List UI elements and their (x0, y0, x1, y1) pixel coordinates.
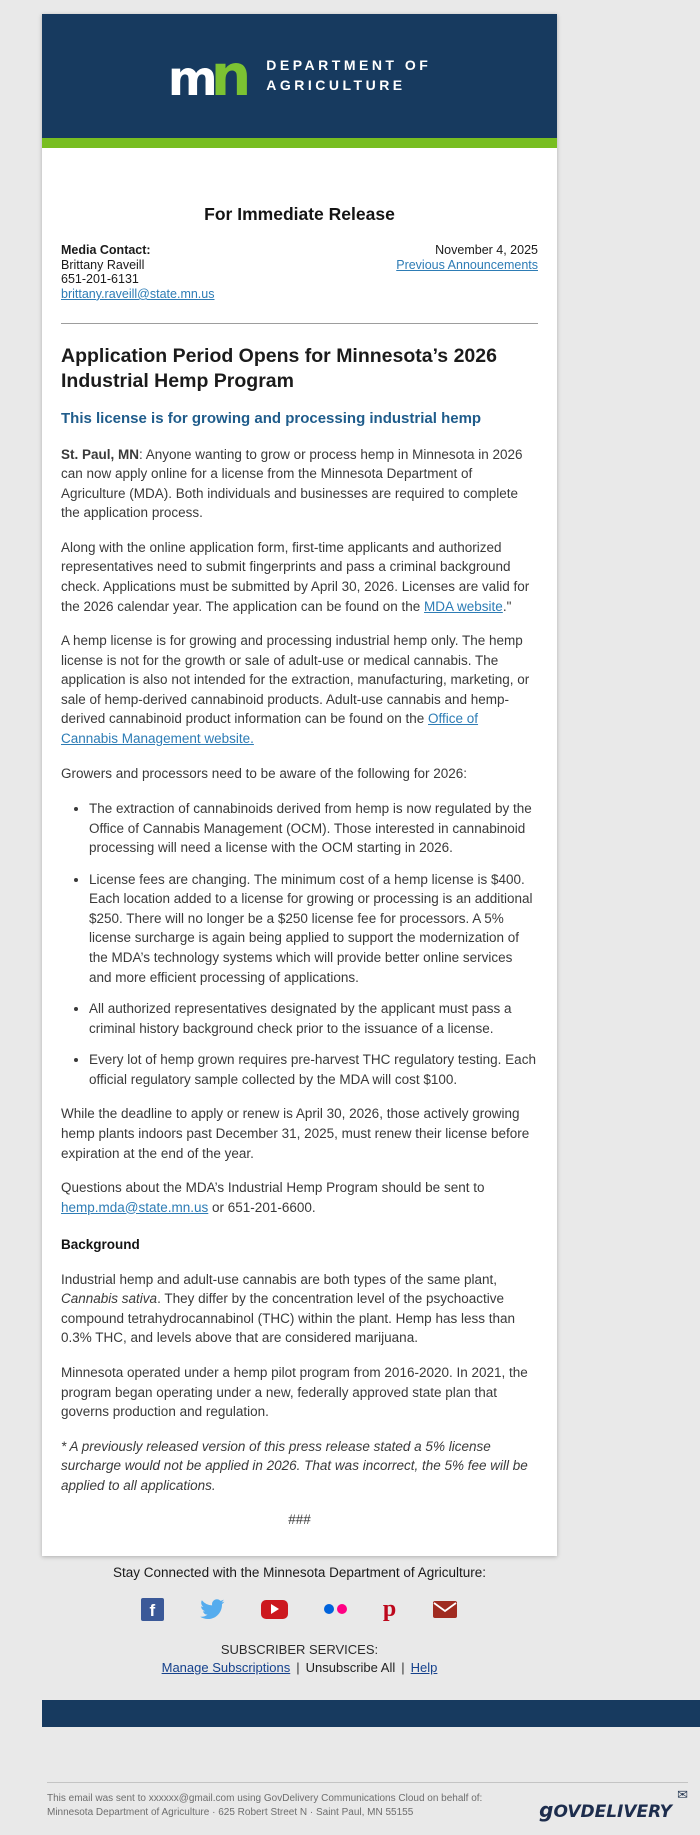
flickr-blue-dot (324, 1604, 334, 1614)
inline-link[interactable]: MDA website (424, 598, 503, 614)
media-contact-block (61, 243, 215, 301)
department-line1: DEPARTMENT OF (266, 57, 432, 74)
govdelivery-wordmark: OVDELIVERY (553, 1802, 672, 1822)
pinterest-icon[interactable]: p (382, 1596, 397, 1622)
govdelivery-g: g (539, 1798, 554, 1822)
mn-logo-n: n (210, 42, 252, 109)
flickr-icon[interactable] (324, 1604, 347, 1614)
govdelivery-logo (539, 1788, 688, 1822)
text-segment: Minnesota operated under a hemp pilot program from 2016-2020. In 2021, the program began operating under a new, federally approved state plan that governs production and regulation. (61, 1365, 528, 1420)
media-contact-label: Media Contact: (61, 243, 151, 258)
manage-subscriptions-link[interactable]: Manage Subscriptions (161, 1660, 291, 1675)
mn-logo-m: m (167, 50, 216, 107)
text-segment: . They differ by the concentration level of the psychoactive compound tetrahydrocannabinol (THC) within the plant. Hemp has less than 0.3% THC, and levels above that are considered marijuana. (61, 1291, 515, 1346)
list-item: • License fees are changing. The minimum cost of a hemp license is $400. Each location added to a license for growing or processing is an additional $250. There will no longer be a $250 license fee for processors. A 5% license surcharge is again being applied to support the modernization of the MDA’s technology systems which will provide better online services and more efficient processing of applications. (89, 870, 538, 987)
contact-row (61, 243, 538, 301)
green-accent-bar (42, 138, 557, 148)
youtube-icon[interactable] (261, 1600, 288, 1619)
end-mark: ### (288, 1512, 311, 1528)
contact-name: Brittany Raveill (61, 257, 145, 272)
paragraph-background-1 (61, 1270, 538, 1348)
mda-header-banner (42, 14, 557, 138)
text-segment: Growers and processors need to be aware of the following for 2026: (61, 765, 467, 781)
text-segment: Questions about the MDA’s Industrial Hemp Program should be sent to (61, 1180, 485, 1196)
mn-logo (167, 42, 252, 109)
paragraph-deadline (61, 1104, 538, 1163)
article-title: Application Period Opens for Minnesota’s 2026 Industrial Hemp Program (61, 345, 497, 393)
subscriber-links-row (42, 1660, 557, 1675)
list-item: • Every lot of hemp grown requires pre-harvest THC regulatory testing. Each official regulatory sample collected by the MDA will cost $100. (89, 1050, 538, 1089)
text-segment: Industrial hemp and adult-use cannabis are both types of the same plant, (61, 1271, 498, 1287)
press-release-content (42, 148, 557, 1556)
paragraph-questions (61, 1178, 538, 1217)
twitter-icon[interactable] (200, 1599, 225, 1620)
list-item: • The extraction of cannabinoids derived from hemp is now regulated by the Office of Cannabis Management (OCM). Those interested in cannabinoid processing will need a license with the OCM starting in 2026. (89, 799, 538, 858)
paragraph-license-scope (61, 631, 538, 748)
text-segment: or 651-201-6600. (208, 1199, 316, 1215)
email-body-column (42, 14, 557, 1556)
subscriber-services-label: SUBSCRIBER SERVICES: (220, 1642, 379, 1657)
text-segment: * A previously released version of this press release stated a 5% license surcharge would not be applied in 2026. That was incorrect, the 5% fee will be applied to all applications. (61, 1438, 528, 1493)
requirements-list (61, 799, 538, 1089)
contact-email-link[interactable]: brittany.raveill@state.mn.us (61, 286, 215, 301)
paragraph-aware (61, 764, 538, 784)
department-wordmark (266, 56, 431, 95)
envelope-icon: ✉ (677, 1788, 688, 1803)
flickr-pink-dot (337, 1604, 347, 1614)
inline-link[interactable]: Office of Cannabis Management website. (61, 711, 479, 746)
text-segment: : Anyone wanting to grow or process hemp in Minnesota in 2026 can now apply online for a license from the Minnesota Department of Agriculture (MDA). Both individuals and businesses are required to complete the application process. (61, 446, 523, 521)
inline-link[interactable]: hemp.mda@state.mn.us (61, 1199, 209, 1215)
fineprint-rule (47, 1782, 688, 1783)
help-link[interactable]: Help (410, 1660, 438, 1675)
unsubscribe-all-link[interactable]: Unsubscribe All (305, 1660, 396, 1675)
paragraph-correction-note (61, 1437, 538, 1496)
paragraph-application (61, 538, 538, 616)
department-line2: AGRICULTURE (266, 77, 406, 93)
paragraph-background-2 (61, 1363, 538, 1422)
divider-rule (61, 323, 538, 324)
date-block (396, 243, 538, 301)
stay-connected-text: Stay Connected with the Minnesota Department of Agriculture: (113, 1565, 486, 1580)
social-icons-row (42, 1596, 557, 1622)
navy-footer-band (42, 1700, 700, 1727)
for-immediate-release-heading: For Immediate Release (204, 204, 395, 224)
paragraph-intro (61, 445, 538, 523)
article-subtitle: This license is for growing and processing industrial hemp (61, 409, 482, 427)
text-segment: Cannabis sativa (61, 1291, 158, 1307)
previous-announcements-link[interactable]: Previous Announcements (396, 257, 538, 272)
background-heading: Background (61, 1237, 140, 1253)
press-release-card (42, 14, 557, 1556)
text-segment: Along with the online application form, first-time applicants and authorized representatives need to submit fingerprints and pass a criminal background check. Applications must be submitted by April 30, 2026. Licenses are valid for the 2026 calendar year. The application can be found on the (61, 539, 530, 614)
list-item: • All authorized representatives designated by the applicant must pass a criminal history background check prior to the issuance of a license. (89, 999, 538, 1038)
release-date: November 4, 2025 (435, 243, 538, 258)
stay-connected-footer (42, 1565, 557, 1675)
contact-phone: 651-201-6131 (61, 272, 139, 287)
facebook-icon[interactable]: f (141, 1598, 164, 1621)
fineprint-section (47, 1782, 688, 1822)
play-icon (271, 1604, 279, 1614)
fineprint-text: This email was sent to xxxxxx@gmail.com using GovDelivery Communications Cloud on behalf of: Minnesota Department of Agriculture · 625 Robert Street N · Saint Paul, MN 55155 (47, 1793, 483, 1818)
email-share-icon[interactable] (432, 1600, 458, 1619)
text-segment: St. Paul, MN (61, 446, 140, 462)
text-segment: ." (502, 598, 512, 614)
text-segment: While the deadline to apply or renew is April 30, 2026, those actively growing hemp plants indoors past December 31, 2025, must renew their license before expiration at the end of the year. (61, 1106, 530, 1161)
link-separator: | (401, 1660, 405, 1675)
text-segment: A hemp license is for growing and processing industrial hemp only. The hemp license is not for the growth or sale of adult-use or medical cannabis. The application is also not intended for the extraction, manufacturing, marketing, or sale of hemp-derived cannabinoid products. Adult-use cannabis and hemp-derived cannabinoid product information can be found on the (61, 633, 530, 727)
link-separator: | (296, 1660, 300, 1675)
